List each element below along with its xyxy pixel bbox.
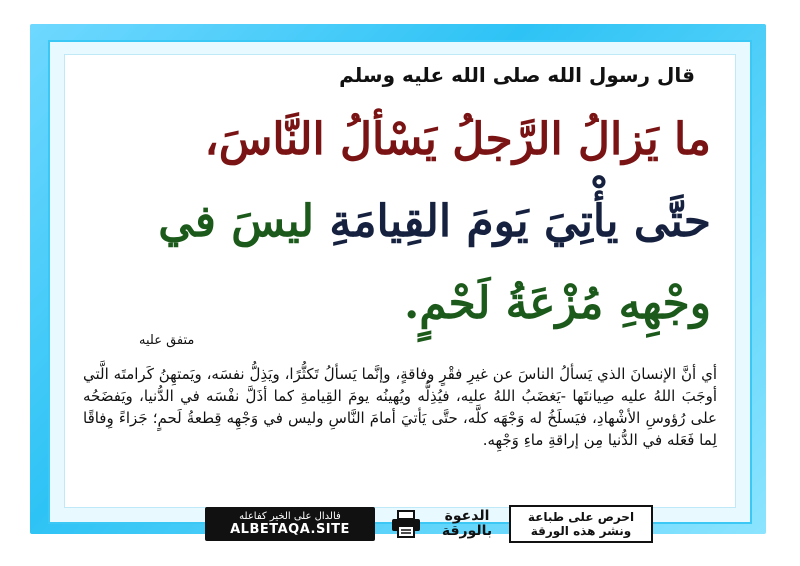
hadith-line-3: وجْهِهِ مُزْعَةُ لَحْمٍ.: [403, 278, 711, 329]
print-reminder-line-1: احرص على طباعة: [527, 510, 635, 524]
logo-top-text: الدعوة: [444, 508, 490, 524]
hadith-line-1: ما يَزالُ الرَّجلُ يَسْألُ النَّاسَ،: [204, 114, 711, 165]
footer: [205, 503, 653, 545]
dawah-logo: [437, 506, 497, 542]
hadith-line-2-part-b: ليسَ في: [158, 196, 315, 247]
content-card: [64, 54, 736, 539]
explanation-text: أي أنَّ الإنسانَ الذي يَسألُ الناسَ عن غيرِ فقْرٍ وفاقةٍ، وإنَّما يَسألُ تَكثُّرًا، ويَذِلُّ نفسَه، ويَمتهِنُ كَرامتَه الَّتي أوجَبَ اللهُ عليه صِيانتَها -يَغضَبُ اللهُ عليه، فيُذِلُّه ويُهينُه يومَ القِيامةِ كما أذَلَّ نفْسَه في الدُّنيا، ويَفضَحُه على رُؤوسِ الأشْهادِ، فيَسلَخُ له وَجْهَه كلَّه، حتَّى يَأتيَ أمامَ النَّاسِ وليس في وَجْهِه قِطعةُ لَحمٍ؛ جَزاءً وِفاقًا لِما فَعَله في الدُّنيا مِن إراقةِ ماءِ وَجْهِه.: [83, 365, 717, 449]
print-reminder-line-2: ونشر هذه الورقة: [530, 524, 632, 538]
site-badge[interactable]: [205, 507, 375, 541]
printer-icon: [387, 507, 425, 541]
hadith-line-2: [89, 197, 711, 247]
hadith-intro: قال رسول الله صلى الله عليه وسلم: [339, 63, 695, 87]
narration-source: متفق عليه: [139, 333, 195, 348]
site-url[interactable]: ALBETAQA.SITE: [230, 522, 350, 537]
print-reminder: [509, 505, 653, 543]
hadith-line-2-part-a: حتَّى يأْتِيَ يَومَ القِيامَةِ: [329, 196, 711, 247]
logo-bottom-text: بالورقة: [441, 523, 493, 539]
site-slogan: فالدال على الخير كفاعله: [239, 511, 341, 522]
